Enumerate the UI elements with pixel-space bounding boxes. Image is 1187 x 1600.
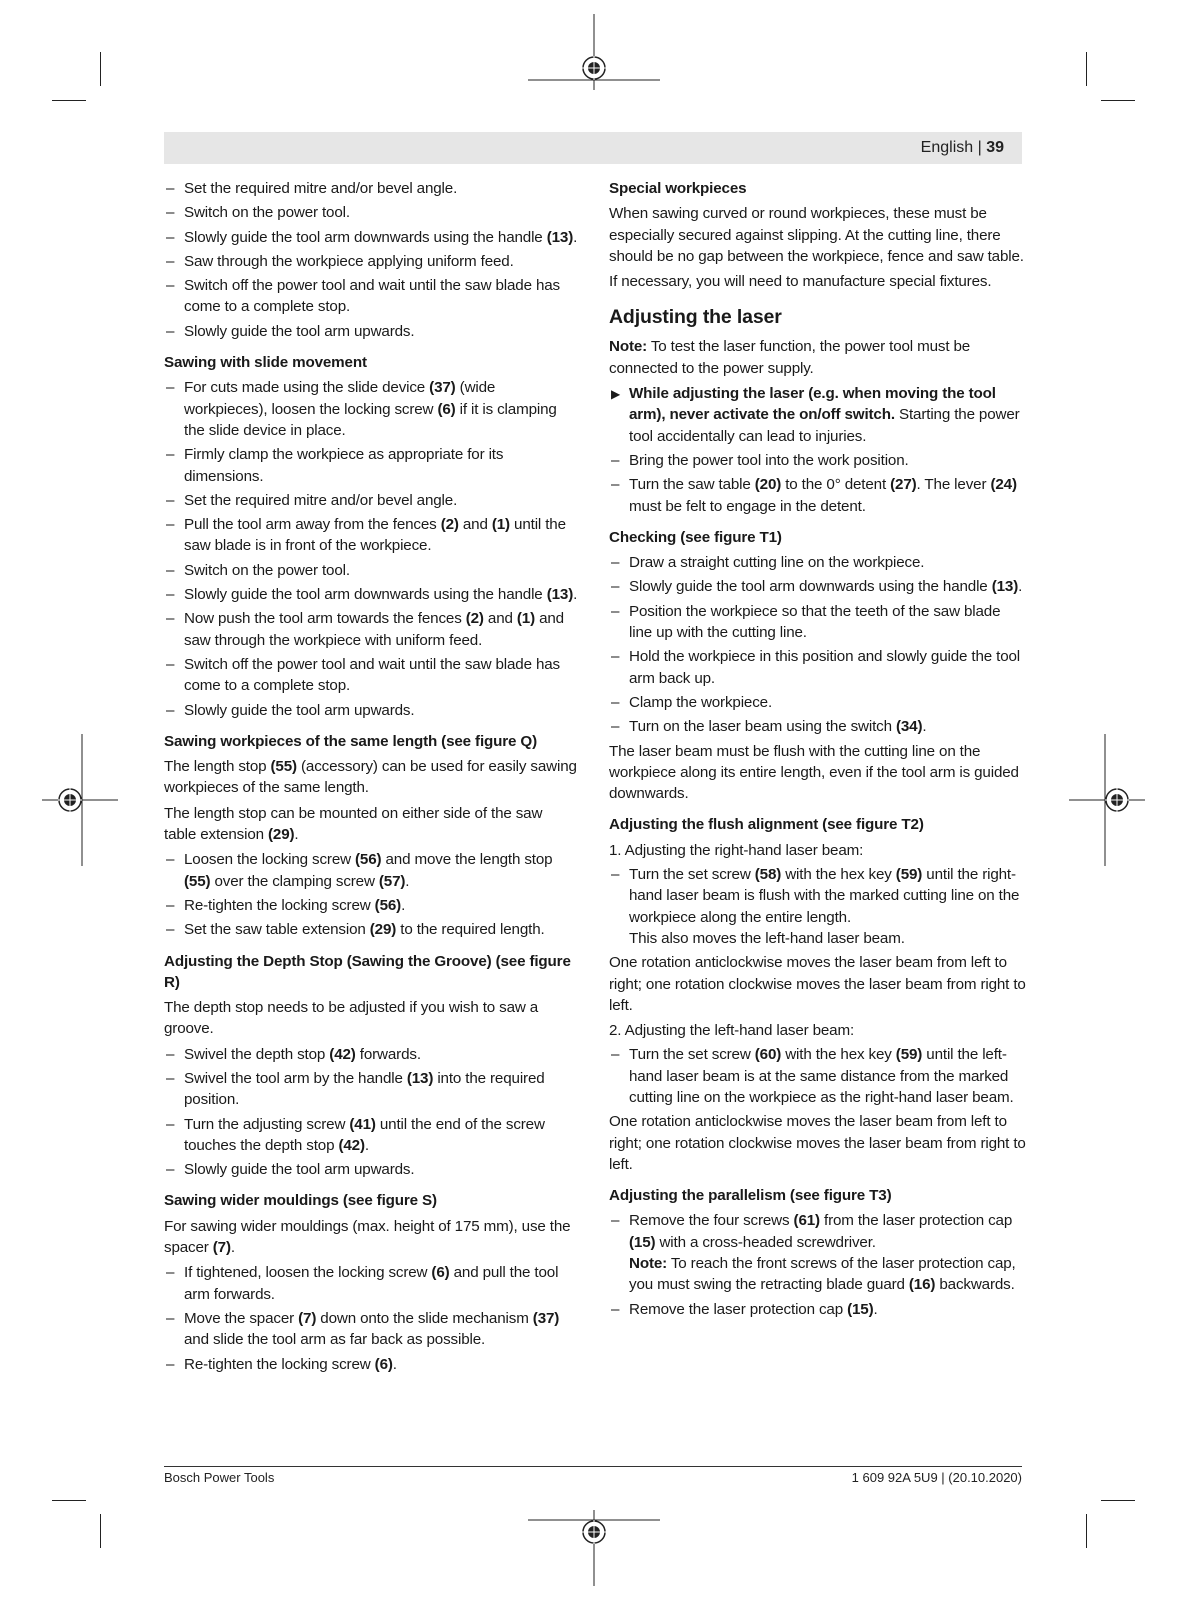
list-item-text [629, 385, 1020, 445]
text-run: Now push the tool arm towards the fences [184, 610, 466, 628]
emphasis-text: (55) [184, 872, 211, 890]
text-run: Remove the four screws [629, 1212, 794, 1230]
text-run: The length stop can be mounted on either side of the saw table extension [164, 804, 543, 844]
list-item-text [184, 586, 577, 603]
subheading: Sawing workpieces of the same length (see figure Q) [164, 732, 537, 750]
page-header [164, 132, 1022, 164]
list-item [609, 864, 1027, 949]
text-run: until the end of the screw touches the depth stop [184, 1115, 545, 1154]
text-run: and move the length stop [381, 851, 553, 869]
list-item-continuation: This also moves the left-hand laser beam. [629, 929, 905, 947]
list-item [164, 178, 578, 199]
list-item-text [629, 578, 1022, 595]
paragraph [609, 1111, 1027, 1175]
list-item [164, 654, 578, 697]
text-run: The depth stop needs to be adjusted if you wish to saw a groove. [164, 999, 539, 1038]
emphasis-text: (37) [429, 379, 456, 397]
text-run: The length stop [164, 758, 271, 776]
text-run: . The lever [916, 476, 991, 494]
dash-bullet-icon: – [166, 610, 175, 628]
list-item-text [629, 1212, 1012, 1250]
text-run: To test the laser function, the power tool must be connected to the power supply. [609, 338, 971, 377]
list-item [609, 576, 1027, 597]
text-run: Slowly guide the tool arm upwards. [184, 322, 415, 340]
paragraph [164, 997, 578, 1040]
text-run: Bring the power tool into the work position. [629, 451, 909, 469]
text-run: . [392, 1355, 397, 1373]
text-run: Turn the adjusting screw [184, 1115, 350, 1133]
section-heading: Adjusting the laser [609, 306, 782, 329]
dash-bullet-icon: – [166, 1309, 175, 1327]
emphasis-text: (60) [754, 1046, 782, 1064]
text-run: Turn the set screw [629, 1046, 755, 1064]
dash-bullet-icon: – [611, 578, 620, 596]
text-run: down onto the slide mechanism [316, 1309, 533, 1327]
registration-mark-icon [526, 1508, 662, 1588]
emphasis-text: (61) [793, 1212, 820, 1230]
dash-bullet-icon: – [166, 491, 175, 509]
paragraph [164, 803, 578, 846]
emphasis-text: (57) [378, 872, 406, 890]
dash-bullet-icon: – [166, 516, 175, 534]
text-run: from the laser protection cap [819, 1212, 1013, 1230]
emphasis-text: (2) [465, 610, 484, 628]
text-run: 1. Adjusting the right-hand laser beam: [609, 841, 864, 859]
text-run: Set the required mitre and/or bevel angle. [184, 180, 458, 197]
text-run: . [573, 228, 578, 246]
list-item-text [184, 253, 514, 270]
list-item-text [184, 656, 560, 694]
text-run: to the 0° detent [781, 476, 891, 494]
list-item-text [629, 866, 1019, 926]
text-run: and [458, 516, 492, 534]
list-item [609, 552, 1027, 573]
text-run: must be felt to engage in the detent. [629, 497, 866, 515]
text-run: and saw through the workpiece with uniform feed. [184, 610, 564, 649]
dash-bullet-icon: – [611, 1046, 620, 1064]
text-run: . [922, 718, 927, 736]
emphasis-text: (29) [369, 921, 397, 939]
header-separator: | [973, 139, 987, 156]
emphasis-text: (56) [355, 851, 382, 869]
list-item [164, 700, 578, 721]
text-run: Pull the tool arm away from the fences [184, 516, 441, 534]
text-run: Re-tighten the locking screw [184, 896, 375, 914]
text-run: if it is clamping the slide device in place. [184, 400, 557, 439]
list-item-text [184, 1356, 397, 1373]
text-run: For sawing wider mouldings (max. height of 175 mm), use the spacer [164, 1217, 571, 1257]
emphasis-text: (13) [546, 586, 574, 604]
list-item [164, 514, 578, 557]
text-run: The laser beam must be flush with the cutting line on the workpiece along its entire length, even if the tool arm is guided downwards. [609, 742, 1019, 803]
list-item [164, 227, 578, 248]
text-run: with the hex key [781, 1046, 896, 1064]
text-run: Turn the saw table [629, 476, 755, 494]
crop-mark [1101, 100, 1135, 101]
paragraph [164, 756, 578, 799]
emphasis-text: Note: [609, 338, 648, 356]
list-item-text [184, 1264, 558, 1302]
subheading: Adjusting the Depth Stop (Sawing the Groove) (see figure R) [164, 952, 571, 991]
text-run: . [405, 872, 410, 890]
text-run: into the required position. [184, 1069, 545, 1109]
dash-bullet-icon: – [166, 252, 175, 270]
dash-bullet-icon: – [166, 1355, 175, 1373]
page-number: 39 [986, 139, 1004, 156]
dash-bullet-icon: – [611, 718, 620, 736]
text-run: If necessary, you will need to manufacture special fixtures. [609, 273, 992, 291]
text-run: . [573, 586, 578, 604]
list-item-text [629, 648, 1020, 686]
list-item [164, 275, 578, 318]
text-run: . [364, 1136, 369, 1154]
list-item-text [184, 204, 350, 221]
text-run: For cuts made using the slide device [184, 379, 430, 397]
list-item [164, 608, 578, 651]
text-run: and [483, 610, 517, 628]
text-run: . [294, 826, 299, 844]
emphasis-text: (7) [298, 1309, 317, 1327]
list-item-text [629, 1301, 878, 1318]
emphasis-text: (59) [895, 1046, 923, 1064]
paragraph [609, 741, 1027, 805]
list-item-text [184, 516, 566, 554]
list-item-text [184, 1116, 545, 1154]
emphasis-text: (56) [374, 896, 402, 914]
text-run: (wide workpieces), loosen the locking screw [184, 379, 496, 418]
list-item-text [184, 1046, 421, 1063]
text-run: with the hex key [781, 866, 896, 884]
dash-bullet-icon: – [166, 1264, 175, 1282]
paragraph [609, 271, 1027, 292]
list-item-text [184, 562, 350, 579]
emphasis-text: Note: [629, 1255, 668, 1273]
emphasis-text: (55) [270, 758, 297, 776]
list-item [164, 251, 578, 272]
emphasis-text: (15) [629, 1233, 656, 1251]
footer-right: 1 609 92A 5U9 | (20.10.2020) [851, 1470, 1022, 1485]
subheading: Adjusting the parallelism (see figure T3) [609, 1187, 892, 1205]
list-item-text [629, 1046, 1014, 1106]
dash-bullet-icon: – [611, 1212, 620, 1230]
text-run: Move the spacer [184, 1309, 299, 1327]
emphasis-text: (7) [212, 1239, 231, 1257]
text-run: Switch on the power tool. [184, 204, 350, 222]
list-item-text [629, 603, 1000, 641]
subheading: Sawing with slide movement [164, 354, 367, 372]
crop-mark [1101, 1500, 1135, 1501]
emphasis-text: (6) [374, 1355, 393, 1373]
dash-bullet-icon: – [166, 277, 175, 295]
text-run: until the right-hand laser beam is flush with the marked cutting line on the workpiece along the entire length. [629, 866, 1020, 926]
list-item [609, 1044, 1027, 1108]
list-item-text [184, 379, 557, 439]
list-item [164, 1114, 578, 1157]
text-run: Firmly clamp the workpiece as appropriate for its dimensions. [184, 446, 504, 485]
list-item-text [184, 323, 414, 340]
text-run: 2. Adjusting the left-hand laser beam: [609, 1022, 855, 1040]
dash-bullet-icon: – [166, 446, 175, 464]
list-item [609, 716, 1027, 737]
emphasis-text: (41) [349, 1115, 376, 1133]
text-run: Turn on the laser beam using the switch [629, 718, 896, 736]
text-run: Slowly guide the tool arm upwards. [184, 1161, 415, 1179]
list-item-text [184, 180, 457, 197]
dash-bullet-icon: – [166, 1045, 175, 1063]
text-run: Set the required mitre and/or bevel angle. [184, 491, 458, 509]
text-run: over the clamping screw [210, 872, 379, 890]
dash-bullet-icon: – [166, 586, 175, 604]
dash-bullet-icon: – [611, 602, 620, 620]
list-item [164, 1044, 578, 1065]
text-run: Swivel the tool arm by the handle [184, 1069, 407, 1087]
footer-left: Bosch Power Tools [164, 1470, 275, 1485]
list-item [164, 849, 578, 892]
triangle-bullet-icon: ▶ [611, 387, 621, 402]
registration-mark-icon [1067, 732, 1147, 868]
subheading: Sawing wider mouldings (see figure S) [164, 1192, 437, 1210]
text-run: One rotation anticlockwise moves the laser beam from left to right; one rotation clockwise moves the laser beam from right to left. [609, 1113, 1026, 1173]
list-item [609, 1210, 1027, 1295]
emphasis-text: (42) [338, 1136, 365, 1154]
dash-bullet-icon: – [166, 379, 175, 397]
text-run: Slowly guide the tool arm downwards using the handle [184, 228, 547, 246]
warning-item [609, 383, 1027, 447]
text-run: Slowly guide the tool arm downwards using the handle [184, 586, 547, 604]
dash-bullet-icon: – [611, 554, 620, 572]
text-run: When sawing curved or round workpieces, these must be especially secured against slipping. At the cutting line, there should be no gap between the workpiece, fence and saw table. [609, 205, 1024, 265]
dash-bullet-icon: – [166, 1069, 175, 1087]
list-item [164, 1308, 578, 1351]
list-item [164, 490, 578, 511]
dash-bullet-icon: – [611, 451, 620, 469]
footer-rule [164, 1466, 1022, 1467]
dash-bullet-icon: – [611, 648, 620, 666]
emphasis-text: (16) [908, 1276, 936, 1294]
dash-bullet-icon: – [611, 1300, 620, 1318]
text-run: with a cross-headed screwdriver. [655, 1233, 876, 1251]
emphasis-text: (34) [895, 718, 923, 736]
text-run: (accessory) can be used for easily sawing workpieces of the same length. [164, 758, 577, 797]
left-column [164, 178, 578, 1378]
dash-bullet-icon: – [166, 561, 175, 579]
list-item [164, 895, 578, 916]
text-run: . [230, 1239, 235, 1257]
subheading: Adjusting the flush alignment (see figure T2) [609, 816, 924, 834]
crop-mark [52, 100, 86, 101]
emphasis-text: (13) [406, 1069, 434, 1087]
emphasis-text: (13) [546, 228, 574, 246]
text-run: . [1018, 578, 1023, 596]
dash-bullet-icon: – [166, 701, 175, 719]
paragraph [609, 336, 1027, 379]
emphasis-text: (27) [890, 476, 917, 494]
crop-mark [100, 52, 101, 86]
text-run: and pull the tool arm forwards. [184, 1264, 559, 1303]
emphasis-text: (29) [268, 826, 295, 844]
text-run: . [873, 1300, 878, 1318]
text-run: Clamp the workpiece. [629, 693, 773, 711]
numbered-step [609, 840, 1027, 861]
list-item [164, 444, 578, 487]
text-run: to the required length. [396, 921, 545, 939]
crop-mark [1086, 1514, 1087, 1548]
list-item [609, 601, 1027, 644]
numbered-step [609, 1020, 1027, 1041]
emphasis-text: (15) [847, 1300, 874, 1318]
dash-bullet-icon: – [611, 693, 620, 711]
text-run: Starting the power tool accidentally can lead to injuries. [629, 406, 1020, 445]
dash-bullet-icon: – [166, 1115, 175, 1133]
text-run: To reach the front screws of the laser protection cap, you must swing the retracting blade guard [629, 1255, 1016, 1294]
crop-mark [52, 1500, 86, 1501]
list-item-text [629, 718, 926, 735]
list-item [164, 1354, 578, 1375]
subheading: Checking (see figure T1) [609, 528, 782, 546]
list-item-text [629, 452, 909, 469]
emphasis-text: (2) [440, 516, 459, 534]
text-run: Switch off the power tool and wait until the saw blade has come to a complete stop. [184, 655, 561, 695]
emphasis-text: (58) [754, 866, 782, 884]
registration-mark-icon [526, 12, 662, 92]
emphasis-text: (6) [431, 1264, 450, 1282]
list-item [609, 450, 1027, 471]
text-run: until the left-hand laser beam is at the same distance from the marked cutting line on the workpiece as the right-hand laser beam. [629, 1046, 1014, 1106]
list-item [609, 474, 1027, 517]
paragraph [609, 203, 1027, 267]
text-run: If tightened, loosen the locking screw [184, 1264, 432, 1282]
dash-bullet-icon: – [166, 228, 175, 246]
header-label [921, 139, 1004, 157]
text-run: until the saw blade is in front of the workpiece. [184, 516, 566, 555]
header-section: English [920, 139, 974, 156]
list-item [164, 584, 578, 605]
text-run: Set the saw table extension [184, 921, 370, 939]
emphasis-text: (1) [516, 610, 535, 628]
warning-text: While adjusting the laser (e.g. when moving the tool arm), never activate the on/off switch. [629, 385, 996, 424]
emphasis-text: (20) [754, 476, 782, 494]
text-run: and slide the tool arm as far back as possible. [184, 1331, 486, 1349]
paragraph [164, 1216, 578, 1259]
emphasis-text: (13) [991, 578, 1019, 596]
list-item [164, 1262, 578, 1305]
list-item-text [184, 492, 457, 509]
list-item [164, 919, 578, 940]
list-item-text [629, 554, 924, 571]
text-run: Turn the set screw [629, 866, 755, 884]
emphasis-text: (24) [990, 476, 1017, 494]
dash-bullet-icon: – [166, 851, 175, 869]
emphasis-text: (59) [895, 866, 923, 884]
list-item [164, 202, 578, 223]
text-run: Slowly guide the tool arm downwards using the handle [629, 578, 992, 596]
subheading: Special workpieces [609, 180, 747, 197]
list-item-text [184, 1310, 559, 1348]
dash-bullet-icon: – [166, 1161, 175, 1179]
list-item-text [629, 476, 1017, 514]
list-item [164, 1068, 578, 1111]
emphasis-text: (37) [532, 1309, 560, 1327]
dash-bullet-icon: – [166, 204, 175, 222]
list-item [609, 646, 1027, 689]
right-column [609, 178, 1027, 1323]
emphasis-text: (1) [491, 516, 510, 534]
list-item-text [184, 610, 564, 648]
emphasis-text: (42) [329, 1045, 356, 1063]
text-run: Swivel the depth stop [184, 1045, 330, 1063]
text-run: One rotation anticlockwise moves the laser beam from left to right; one rotation clockwise moves the laser beam from right to left. [609, 954, 1026, 1014]
text-run: forwards. [355, 1045, 421, 1063]
list-item-text [184, 1070, 545, 1108]
paragraph [609, 952, 1027, 1016]
text-run: Hold the workpiece in this position and slowly guide the tool arm back up. [629, 648, 1021, 687]
list-item [164, 1159, 578, 1180]
text-run: Draw a straight cutting line on the workpiece. [629, 554, 925, 572]
text-run: Switch on the power tool. [184, 561, 350, 579]
text-run: Slowly guide the tool arm upwards. [184, 701, 415, 719]
dash-bullet-icon: – [611, 476, 620, 494]
text-run: Remove the laser protection cap [629, 1300, 848, 1318]
dash-bullet-icon: – [166, 180, 175, 197]
list-item-text [184, 921, 545, 938]
list-item-text [184, 851, 552, 889]
list-item-text [184, 277, 560, 315]
text-run: Loosen the locking screw [184, 851, 356, 869]
registration-mark-icon [40, 732, 120, 868]
list-item [164, 560, 578, 581]
text-run: Switch off the power tool and wait until the saw blade has come to a complete stop. [184, 277, 561, 316]
text-run: Saw through the workpiece applying uniform feed. [184, 252, 514, 270]
text-run: . [401, 896, 406, 914]
dash-bullet-icon: – [166, 322, 175, 340]
list-item-text [184, 446, 503, 484]
list-item-note [629, 1253, 1027, 1296]
list-item [164, 321, 578, 342]
list-item [609, 692, 1027, 713]
text-run: Position the workpiece so that the teeth of the saw blade line up with the cutting line. [629, 602, 1001, 642]
dash-bullet-icon: – [611, 866, 620, 884]
text-run: backwards. [935, 1276, 1015, 1294]
text-run: Re-tighten the locking screw [184, 1355, 375, 1373]
emphasis-text: (6) [437, 400, 456, 418]
list-item-text [629, 694, 772, 711]
dash-bullet-icon: – [166, 896, 175, 914]
list-item-text [184, 702, 414, 719]
dash-bullet-icon: – [166, 921, 175, 939]
list-item [164, 377, 578, 441]
list-item-text [184, 1161, 414, 1178]
list-item [609, 1299, 1027, 1320]
list-item-text [184, 897, 405, 914]
crop-mark [1086, 52, 1087, 86]
list-item-text [184, 229, 577, 246]
dash-bullet-icon: – [166, 655, 175, 673]
crop-mark [100, 1514, 101, 1548]
